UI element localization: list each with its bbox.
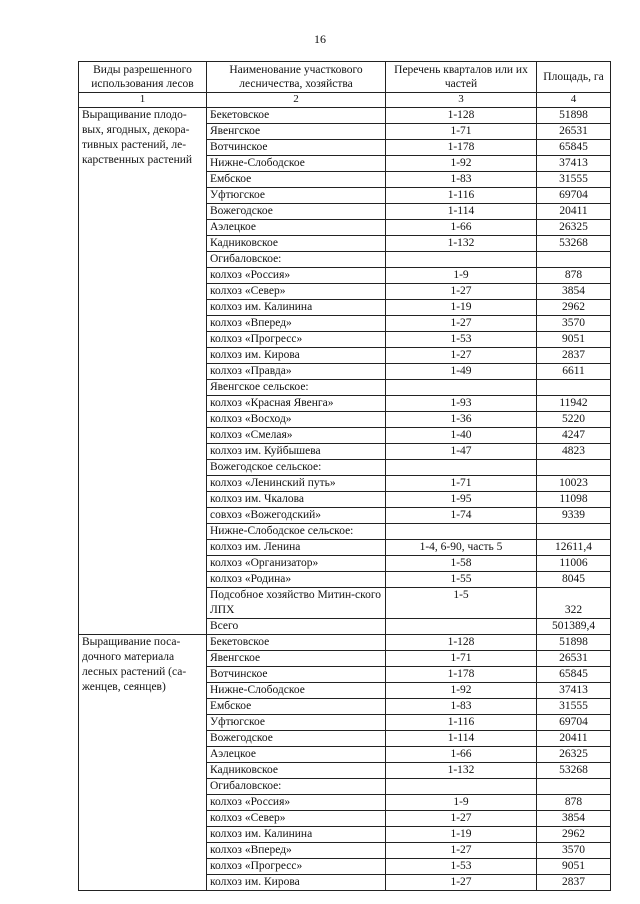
forestry-name-cell: колхоз «Север»	[207, 284, 386, 300]
area-cell: 37413	[537, 156, 611, 172]
quarters-cell: 1-27	[386, 316, 537, 332]
forestry-name-cell: Всего	[207, 619, 386, 635]
quarters-cell: 1-71	[386, 476, 537, 492]
forestry-name-cell: Явенгское	[207, 651, 386, 667]
quarters-cell: 1-66	[386, 220, 537, 236]
quarters-cell	[386, 460, 537, 476]
quarters-cell: 1-116	[386, 188, 537, 204]
quarters-cell	[386, 252, 537, 268]
quarters-cell: 1-9	[386, 795, 537, 811]
column-number: 1	[79, 93, 207, 108]
quarters-cell	[386, 779, 537, 795]
forestry-name-cell: колхоз «Вперед»	[207, 316, 386, 332]
forestry-name-cell: колхоз «Восход»	[207, 412, 386, 428]
area-cell: 2837	[537, 348, 611, 364]
area-cell: 31555	[537, 699, 611, 715]
forestry-name-cell: Подсобное хозяйство Митин-ского ЛПХ	[207, 588, 386, 619]
quarters-cell: 1-53	[386, 332, 537, 348]
quarters-cell: 1-53	[386, 859, 537, 875]
area-cell: 9339	[537, 508, 611, 524]
quarters-cell: 1-4, 6-90, часть 5	[386, 540, 537, 556]
quarters-cell: 1-9	[386, 268, 537, 284]
area-cell: 53268	[537, 236, 611, 252]
area-cell: 69704	[537, 715, 611, 731]
forest-use-table	[78, 61, 611, 891]
column-number: 3	[386, 93, 537, 108]
area-cell: 3570	[537, 843, 611, 859]
table-body	[79, 108, 611, 891]
forestry-name-cell: колхоз им. Чкалова	[207, 492, 386, 508]
use-kind-cell: Выращивание плодо-вых, ягодных, декора-тивных растений, ле-карственных растений	[79, 108, 207, 635]
area-cell: 26531	[537, 124, 611, 140]
forestry-name-cell: Ембское	[207, 172, 386, 188]
area-cell: 26531	[537, 651, 611, 667]
area-cell: 6611	[537, 364, 611, 380]
quarters-cell: 1-132	[386, 236, 537, 252]
area-cell: 65845	[537, 140, 611, 156]
forestry-name-cell: Явенгское	[207, 124, 386, 140]
quarters-cell: 1-116	[386, 715, 537, 731]
area-cell	[537, 460, 611, 476]
forestry-name-cell: совхоз «Вожегодский»	[207, 508, 386, 524]
forestry-name-cell: колхоз им. Кирова	[207, 875, 386, 891]
quarters-cell: 1-27	[386, 811, 537, 827]
header-name: Наименование участкового лесничества, хозяйства	[207, 62, 386, 93]
page-number: 16	[314, 32, 326, 46]
quarters-cell: 1-114	[386, 204, 537, 220]
area-cell	[537, 779, 611, 795]
area-cell: 26325	[537, 220, 611, 236]
forestry-name-cell: колхоз «Россия»	[207, 795, 386, 811]
forestry-name-cell: Вотчинское	[207, 140, 386, 156]
forestry-name-cell: Бекетовское	[207, 635, 386, 651]
area-cell: 5220	[537, 412, 611, 428]
forestry-name-cell: Явенгское сельское:	[207, 380, 386, 396]
quarters-cell	[386, 380, 537, 396]
area-cell: 2962	[537, 300, 611, 316]
area-cell	[537, 380, 611, 396]
area-cell: 4823	[537, 444, 611, 460]
quarters-cell: 1-19	[386, 827, 537, 843]
forestry-name-cell: колхоз «Смелая»	[207, 428, 386, 444]
forestry-name-cell: Вотчинское	[207, 667, 386, 683]
area-cell: 51898	[537, 108, 611, 124]
area-cell: 2837	[537, 875, 611, 891]
quarters-cell: 1-66	[386, 747, 537, 763]
area-cell: 20411	[537, 204, 611, 220]
quarters-cell: 1-114	[386, 731, 537, 747]
area-cell: 11098	[537, 492, 611, 508]
forestry-name-cell: колхоз «Красная Явенга»	[207, 396, 386, 412]
forestry-name-cell: колхоз им. Калинина	[207, 827, 386, 843]
area-cell: 9051	[537, 859, 611, 875]
quarters-cell: 1-71	[386, 124, 537, 140]
forestry-name-cell: Вожегодское	[207, 204, 386, 220]
quarters-cell: 1-132	[386, 763, 537, 779]
quarters-cell: 1-71	[386, 651, 537, 667]
quarters-cell: 1-19	[386, 300, 537, 316]
area-cell: 3854	[537, 811, 611, 827]
quarters-cell: 1-128	[386, 108, 537, 124]
quarters-cell: 1-74	[386, 508, 537, 524]
quarters-cell: 1-40	[386, 428, 537, 444]
forestry-name-cell: колхоз «Ленинский путь»	[207, 476, 386, 492]
quarters-cell: 1-178	[386, 140, 537, 156]
forestry-name-cell: Вожегодское	[207, 731, 386, 747]
forestry-name-cell: Ембское	[207, 699, 386, 715]
area-cell: 53268	[537, 763, 611, 779]
area-cell: 501389,4	[537, 619, 611, 635]
quarters-cell	[386, 524, 537, 540]
forestry-name-cell: колхоз «Вперед»	[207, 843, 386, 859]
quarters-cell: 1-55	[386, 572, 537, 588]
forestry-name-cell: колхоз «Прогресс»	[207, 859, 386, 875]
area-cell	[537, 252, 611, 268]
area-cell: 878	[537, 268, 611, 284]
quarters-cell: 1-27	[386, 875, 537, 891]
forestry-name-cell: колхоз им. Калинина	[207, 300, 386, 316]
quarters-cell: 1-178	[386, 667, 537, 683]
quarters-cell: 1-92	[386, 156, 537, 172]
forestry-name-cell: Аэлецкое	[207, 747, 386, 763]
quarters-cell: 1-92	[386, 683, 537, 699]
forestry-name-cell: колхоз им. Ленина	[207, 540, 386, 556]
column-number: 2	[207, 93, 386, 108]
area-cell: 20411	[537, 731, 611, 747]
table-row	[79, 635, 611, 651]
table-row	[79, 108, 611, 124]
forestry-name-cell: Огибаловское:	[207, 779, 386, 795]
quarters-cell: 1-128	[386, 635, 537, 651]
quarters-cell: 1-49	[386, 364, 537, 380]
quarters-cell: 1-83	[386, 172, 537, 188]
area-cell: 4247	[537, 428, 611, 444]
area-cell: 12611,4	[537, 540, 611, 556]
forestry-name-cell: колхоз «Организатор»	[207, 556, 386, 572]
quarters-cell: 1-47	[386, 444, 537, 460]
forestry-name-cell: Кадниковское	[207, 236, 386, 252]
area-cell: 11942	[537, 396, 611, 412]
area-cell: 69704	[537, 188, 611, 204]
quarters-cell	[386, 619, 537, 635]
quarters-cell: 1-83	[386, 699, 537, 715]
use-kind-cell: Выращивание поса-дочного материала лесных растений (са-женцев, сеянцев)	[79, 635, 207, 891]
area-cell: 11006	[537, 556, 611, 572]
forestry-name-cell: Кадниковское	[207, 763, 386, 779]
area-cell: 8045	[537, 572, 611, 588]
quarters-cell: 1-58	[386, 556, 537, 572]
forestry-name-cell: Бекетовское	[207, 108, 386, 124]
area-cell: 31555	[537, 172, 611, 188]
quarters-cell: 1-95	[386, 492, 537, 508]
area-cell: 37413	[537, 683, 611, 699]
forestry-name-cell: Вожегодское сельское:	[207, 460, 386, 476]
header-kind: Виды разрешенного использования лесов	[79, 62, 207, 93]
area-cell: 51898	[537, 635, 611, 651]
area-cell: 2962	[537, 827, 611, 843]
forestry-name-cell: Нижне-Слободское сельское:	[207, 524, 386, 540]
area-cell: 26325	[537, 747, 611, 763]
quarters-cell: 1-93	[386, 396, 537, 412]
area-cell	[537, 524, 611, 540]
quarters-cell: 1-27	[386, 348, 537, 364]
forestry-name-cell: Уфтюгское	[207, 715, 386, 731]
quarters-cell: 1-27	[386, 843, 537, 859]
column-number: 4	[537, 93, 611, 108]
forestry-name-cell: колхоз «Север»	[207, 811, 386, 827]
forestry-name-cell: колхоз им. Куйбышева	[207, 444, 386, 460]
header-quarters: Перечень кварталов или их частей	[386, 62, 537, 93]
forestry-name-cell: Огибаловское:	[207, 252, 386, 268]
area-cell: 322	[537, 588, 611, 619]
area-cell: 3854	[537, 284, 611, 300]
quarters-cell: 1-27	[386, 284, 537, 300]
area-cell: 9051	[537, 332, 611, 348]
forestry-name-cell: Нижне-Слободское	[207, 683, 386, 699]
area-cell: 3570	[537, 316, 611, 332]
forestry-name-cell: колхоз «Прогресс»	[207, 332, 386, 348]
area-cell: 878	[537, 795, 611, 811]
forestry-name-cell: колхоз «Россия»	[207, 268, 386, 284]
forestry-name-cell: Нижне-Слободское	[207, 156, 386, 172]
area-cell: 10023	[537, 476, 611, 492]
forestry-name-cell: колхоз «Родина»	[207, 572, 386, 588]
quarters-cell: 1-5	[386, 588, 537, 619]
header-area: Площадь, га	[537, 62, 611, 93]
forestry-name-cell: колхоз «Правда»	[207, 364, 386, 380]
area-cell: 65845	[537, 667, 611, 683]
forestry-name-cell: Аэлецкое	[207, 220, 386, 236]
forestry-name-cell: колхоз им. Кирова	[207, 348, 386, 364]
forestry-name-cell: Уфтюгское	[207, 188, 386, 204]
quarters-cell: 1-36	[386, 412, 537, 428]
